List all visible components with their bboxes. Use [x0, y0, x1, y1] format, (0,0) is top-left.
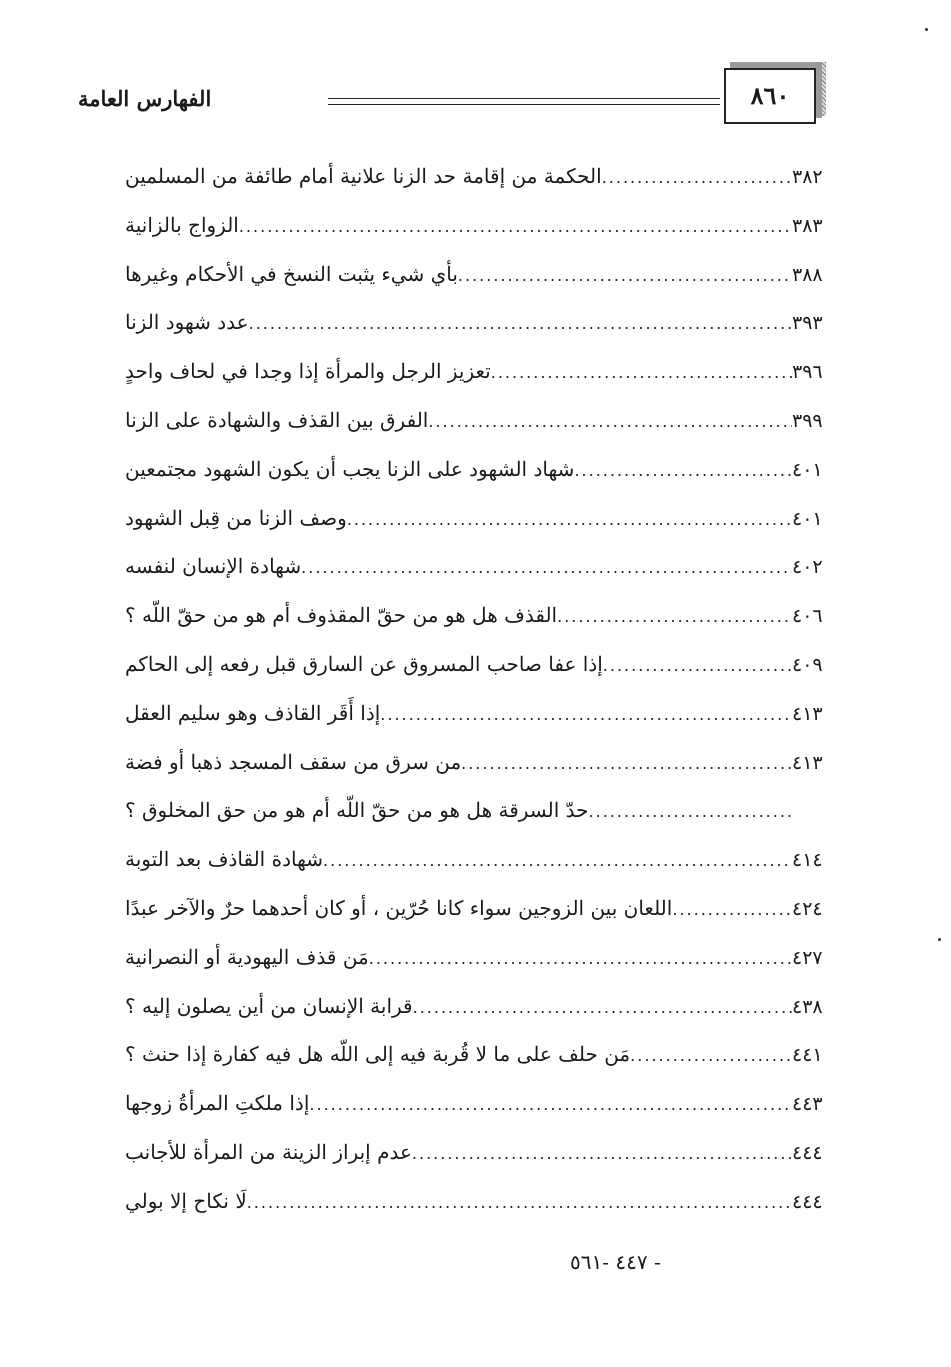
index-entry — [115, 701, 840, 750]
index-entry — [115, 1091, 840, 1140]
entry-title: اللعان بين الزوجين سواء كانا حُرّين ، أو كان أحدهما حرٌ والآخر عبدًا — [125, 895, 673, 920]
entry-page: ٤٠٩ — [792, 653, 823, 676]
entry-page: ٣٩٦ — [792, 361, 823, 384]
dot-leader — [369, 949, 792, 968]
scan-speck — [925, 28, 928, 31]
entry-title: شهادة الإنسان لنفسه — [125, 554, 302, 579]
entry-page: ٣٩٣ — [792, 312, 823, 335]
index-entry — [115, 896, 840, 945]
entry-title: عدم إبراز الزينة من المرأة للأجانب — [125, 1139, 412, 1164]
page-number: ٨٦٠ — [750, 81, 790, 110]
entry-title: حدّ السرقة هل هو من حقّ اللّه أم هو من حق المخلوق ؟ — [125, 798, 589, 823]
index-entry — [115, 994, 840, 1043]
dot-leader — [602, 168, 792, 187]
index-entry — [115, 310, 840, 359]
dot-leader — [413, 998, 792, 1017]
entry-page: ٣٨٨ — [792, 263, 823, 286]
entry-title: لَا نكاح إلا بولي — [125, 1188, 247, 1213]
entry-title: شهاد الشهود على الزنا يجب أن يكون الشهود مجتمعين — [125, 456, 575, 481]
entry-page: ٤١٤ — [792, 849, 823, 872]
entry-page: ٤٤١ — [792, 1044, 823, 1067]
entry-page: ٤٠٦ — [792, 605, 823, 628]
page-header — [0, 62, 951, 132]
entry-title: عدد شهود الزنا — [125, 310, 249, 335]
dot-leader — [589, 802, 792, 821]
entry-page: ٣٩٩ — [792, 409, 823, 432]
index-entry — [115, 847, 840, 896]
index-entry — [115, 457, 840, 506]
index-entry — [115, 1042, 840, 1091]
entry-page: ٤٤٣ — [792, 1093, 823, 1116]
entry-page: ٤٤٤ — [792, 1190, 823, 1213]
entry-page: ٤١٣ — [792, 751, 823, 774]
page-number-box — [724, 68, 816, 124]
entry-title: القذف هل هو من حقّ المقذوف أم هو من حقّ اللّه ؟ — [125, 603, 558, 628]
entry-title: شهادة القاذف بعد التوبة — [125, 847, 324, 872]
dot-leader — [461, 754, 792, 773]
dot-leader — [603, 656, 792, 675]
dot-leader — [458, 266, 792, 285]
entry-page: ٤٢٤ — [792, 897, 823, 920]
index-entry — [115, 750, 840, 799]
entry-title: تعزيز الرجل والمرأة إذا وجدا في لحاف واحدٍ — [125, 359, 491, 384]
scan-speck — [938, 938, 941, 941]
dot-leader — [380, 705, 792, 724]
entry-page: ٤٠١ — [792, 458, 823, 481]
footer-page-range: - ٤٤٧ -٥٦١ — [570, 1250, 661, 1274]
entry-title: مَن قذف اليهودية أو النصرانية — [125, 944, 369, 969]
index-entry — [115, 798, 840, 847]
dot-leader — [412, 1144, 792, 1163]
entry-title: إذا عفا صاحب المسروق عن السارق قبل رفعه إلى الحاكم — [125, 651, 603, 676]
dot-leader — [249, 314, 792, 333]
entry-page: ٣٨٢ — [792, 166, 823, 188]
index-entry — [115, 408, 840, 457]
entry-page: ٤٠٢ — [792, 556, 823, 579]
index-list — [115, 164, 840, 1238]
index-entry — [115, 554, 840, 603]
entry-page: ٤٣٨ — [792, 995, 823, 1018]
index-entry — [115, 652, 840, 701]
header-rule — [328, 98, 720, 105]
dot-leader — [347, 510, 792, 529]
running-title: الفهارس العامة — [78, 86, 212, 111]
entry-title: إذا ملكتِ المرأةُ زوجها — [125, 1091, 310, 1116]
entry-title: إذا أَقَر القاذف وهو سليم العقل — [125, 700, 381, 725]
dot-leader — [247, 1193, 792, 1212]
entry-page: ٤٠١ — [792, 507, 823, 530]
dot-leader — [323, 851, 792, 870]
entry-title: قرابة الإنسان من أين يصلون إليه ؟ — [125, 993, 413, 1018]
dot-leader — [309, 1095, 792, 1114]
dot-leader — [301, 558, 792, 577]
dot-leader — [672, 900, 792, 919]
entry-title: الزواج بالزانية — [125, 212, 239, 237]
dot-leader — [574, 461, 792, 480]
index-entry — [115, 164, 840, 213]
index-entry — [115, 945, 840, 994]
dot-leader — [428, 412, 792, 431]
entry-page: ٤١٣ — [792, 702, 823, 725]
dot-leader — [239, 217, 792, 236]
entry-page: ٣٨٣ — [792, 214, 823, 237]
dot-leader — [491, 363, 792, 382]
entry-page: ٤٢٧ — [792, 946, 823, 969]
entry-page: ٤٤٤ — [792, 1141, 823, 1164]
index-entry — [115, 603, 840, 652]
entry-title: مَن حلف على ما لا قُربة فيه إلى اللّه هل فيه كفارة إذا حنث ؟ — [125, 1042, 631, 1067]
index-entry — [115, 1189, 840, 1238]
index-entry — [115, 213, 840, 262]
entry-title: وصف الزنا من قِبل الشهود — [125, 505, 347, 530]
entry-title: من سرق من سقف المسجد ذهبا أو فضة — [125, 749, 462, 774]
dot-leader — [557, 607, 792, 626]
index-entry — [115, 262, 840, 311]
entry-title: الفرق بين القذف والشهادة على الزنا — [125, 407, 429, 432]
entry-title: بأي شيء يثبت النسخ في الأحكام وغيرها — [125, 261, 458, 286]
entry-title: الحكمة من إقامة حد الزنا علانية أمام طائفة من المسلمين — [125, 164, 602, 188]
dot-leader — [630, 1046, 792, 1065]
index-entry — [115, 359, 840, 408]
index-entry — [115, 1140, 840, 1189]
index-entry — [115, 506, 840, 555]
